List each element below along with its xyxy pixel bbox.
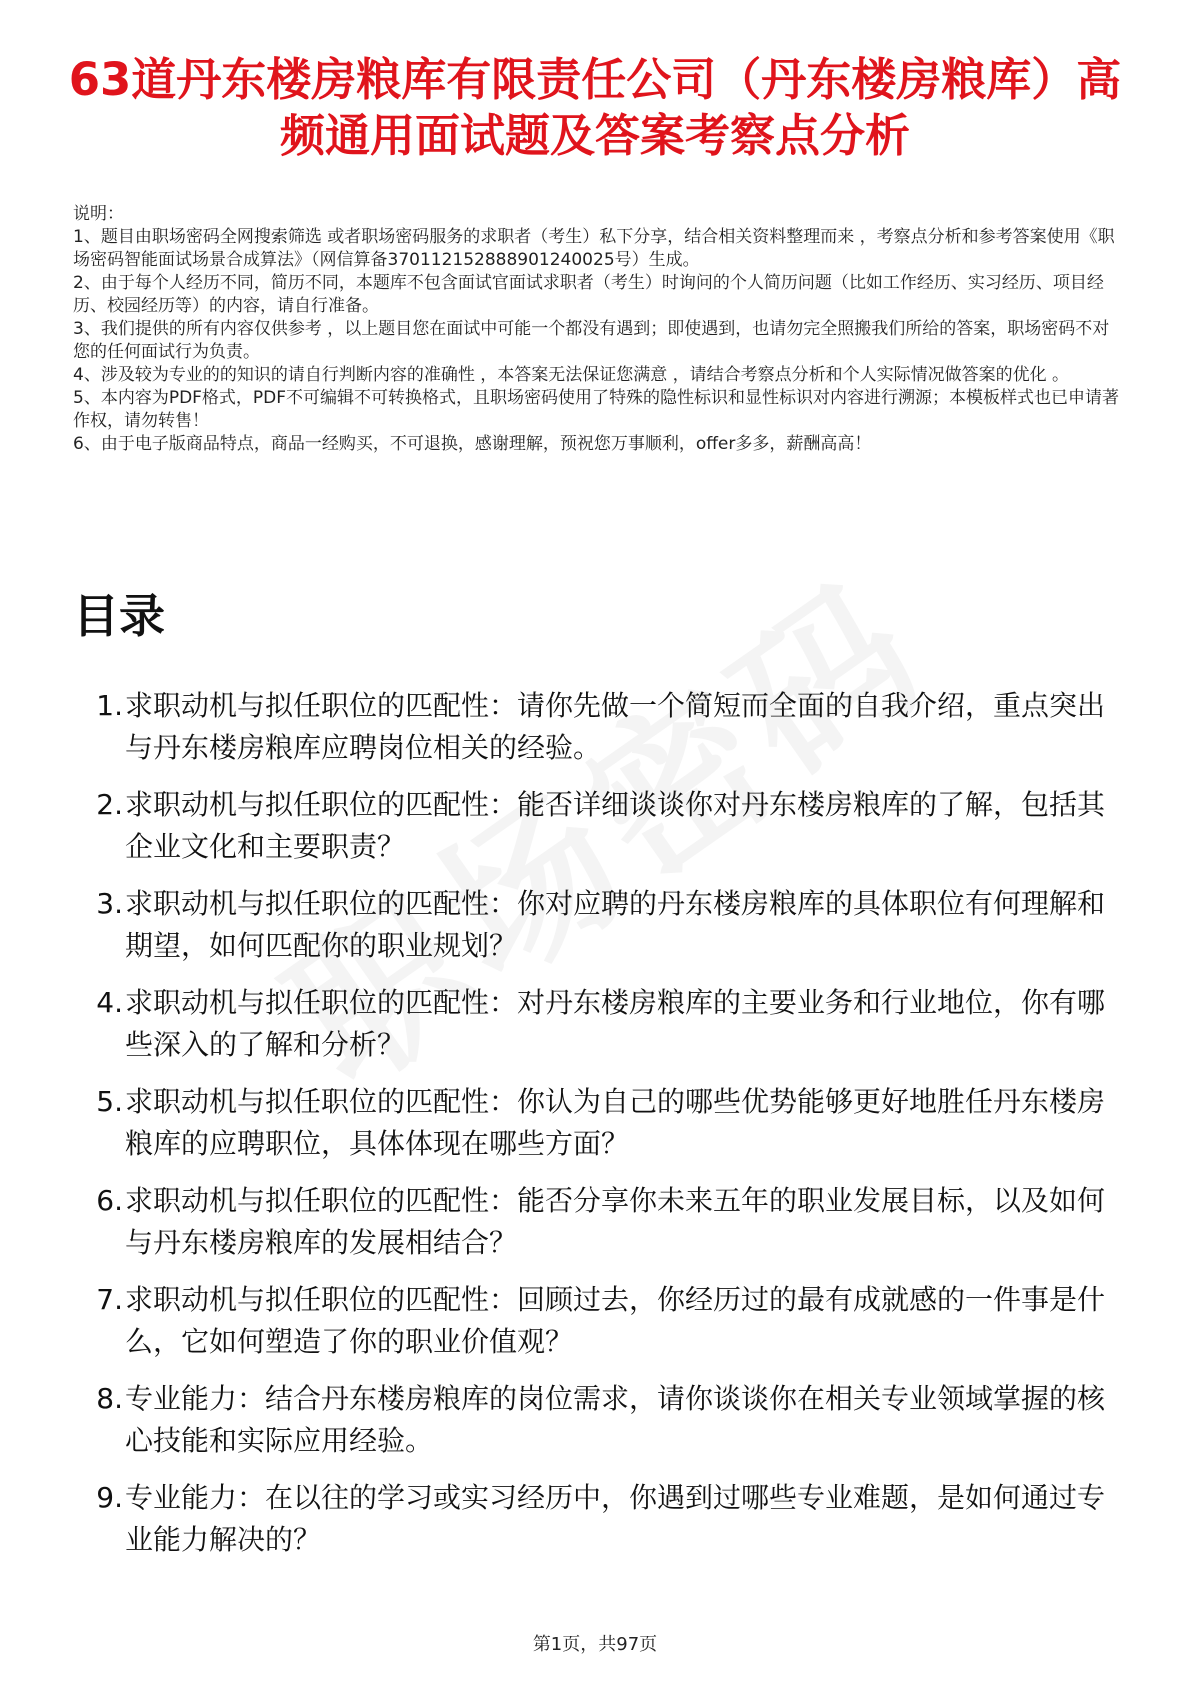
note-item: 2、由于每个人经历不同，简历不同，本题库不包含面试官面试求职者（考生）时询问的个人简历问题（比如工作经历、实习经历、项目经历、校园经历等）的内容，请自行准备。: [73, 273, 1104, 316]
toc-item-number: 6.: [96, 1184, 123, 1217]
toc-item[interactable]: [73, 1180, 1123, 1279]
toc-item-number: 9.: [96, 1481, 123, 1514]
toc-item[interactable]: [73, 1279, 1123, 1378]
toc-item-text: 专业能力：结合丹东楼房粮库的岗位需求，请你谈谈你在相关专业领域掌握的核心技能和实际应用经验。: [125, 1382, 1106, 1457]
toc-item-number: 5.: [96, 1085, 123, 1118]
page-title: 63道丹东楼房粮库有限责任公司（丹东楼房粮库）高频通用面试题及答案考察点分析: [68, 53, 1122, 162]
toc-item-text: 专业能力：在以往的学习或实习经历中，你遇到过哪些专业难题，是如何通过专业能力解决的？: [125, 1481, 1106, 1556]
toc-item-number: 2.: [96, 788, 123, 821]
note-item: 3、我们提供的所有内容仅供参考 ，以上题目您在面试中可能一个都没有遇到；即使遇到，也请勿完全照搬我们所给的答案，职场密码不对您的任何面试行为负责。: [73, 319, 1110, 362]
page-footer: 第1页，共97页: [532, 1634, 658, 1655]
toc-item-number: 1.: [96, 689, 123, 722]
toc-item[interactable]: [73, 685, 1123, 784]
toc-item[interactable]: [73, 883, 1123, 982]
toc-item-number: 4.: [96, 986, 123, 1019]
toc-item[interactable]: [73, 1081, 1123, 1180]
toc-item-number: 8.: [96, 1382, 123, 1415]
toc-item[interactable]: [73, 784, 1123, 883]
toc-heading: 目录: [73, 589, 165, 643]
toc-item-text: 求职动机与拟任职位的匹配性：对丹东楼房粮库的主要业务和行业地位，你有哪些深入的了解和分析？: [125, 986, 1106, 1061]
toc-item-number: 7.: [96, 1283, 123, 1316]
note-item: 6、由于电子版商品特点，商品一经购买，不可退换，感谢理解，预祝您万事顺利，offer多多，薪酬高高！: [73, 434, 872, 454]
notes-section: [73, 203, 1123, 456]
toc-list: [73, 685, 1123, 1576]
note-item: 1、题目由职场密码全网搜索筛选 或者职场密码服务的求职者（考生）私下分享，结合相关资料整理而来 ，考察点分析和参考答案使用《职场密码智能面试场景合成算法》（网信算备370112152888901240025号）生成。: [73, 227, 1115, 270]
toc-item-text: 求职动机与拟任职位的匹配性：你对应聘的丹东楼房粮库的具体职位有何理解和期望，如何匹配你的职业规划？: [125, 887, 1106, 962]
toc-item-text: 求职动机与拟任职位的匹配性：回顾过去，你经历过的最有成就感的一件事是什么，它如何塑造了你的职业价值观？: [125, 1283, 1106, 1358]
toc-item-number: 3.: [96, 887, 123, 920]
toc-item-text: 求职动机与拟任职位的匹配性：你认为自己的哪些优势能够更好地胜任丹东楼房粮库的应聘职位，具体体现在哪些方面？: [125, 1085, 1106, 1160]
note-item: 5、本内容为PDF格式，PDF不可编辑不可转换格式，且职场密码使用了特殊的隐性标识和显性标识对内容进行溯源；本模板样式也已申请著作权，请勿转售！: [73, 388, 1120, 431]
toc-item-text: 求职动机与拟任职位的匹配性：请你先做一个简短而全面的自我介绍，重点突出与丹东楼房粮库应聘岗位相关的经验。: [125, 689, 1106, 764]
toc-item[interactable]: [73, 1378, 1123, 1477]
note-item: 4、涉及较为专业的的知识的请自行判断内容的准确性 ，本答案无法保证您满意 ，请结合考察点分析和个人实际情况做答案的优化 。: [73, 365, 1070, 385]
toc-item-text: 求职动机与拟任职位的匹配性：能否分享你未来五年的职业发展目标，以及如何与丹东楼房粮库的发展相结合？: [125, 1184, 1106, 1259]
toc-item-text: 求职动机与拟任职位的匹配性：能否详细谈谈你对丹东楼房粮库的了解，包括其企业文化和主要职责？: [125, 788, 1106, 863]
toc-item[interactable]: [73, 1477, 1123, 1576]
notes-heading: 说明：: [73, 204, 124, 224]
toc-item[interactable]: [73, 982, 1123, 1081]
